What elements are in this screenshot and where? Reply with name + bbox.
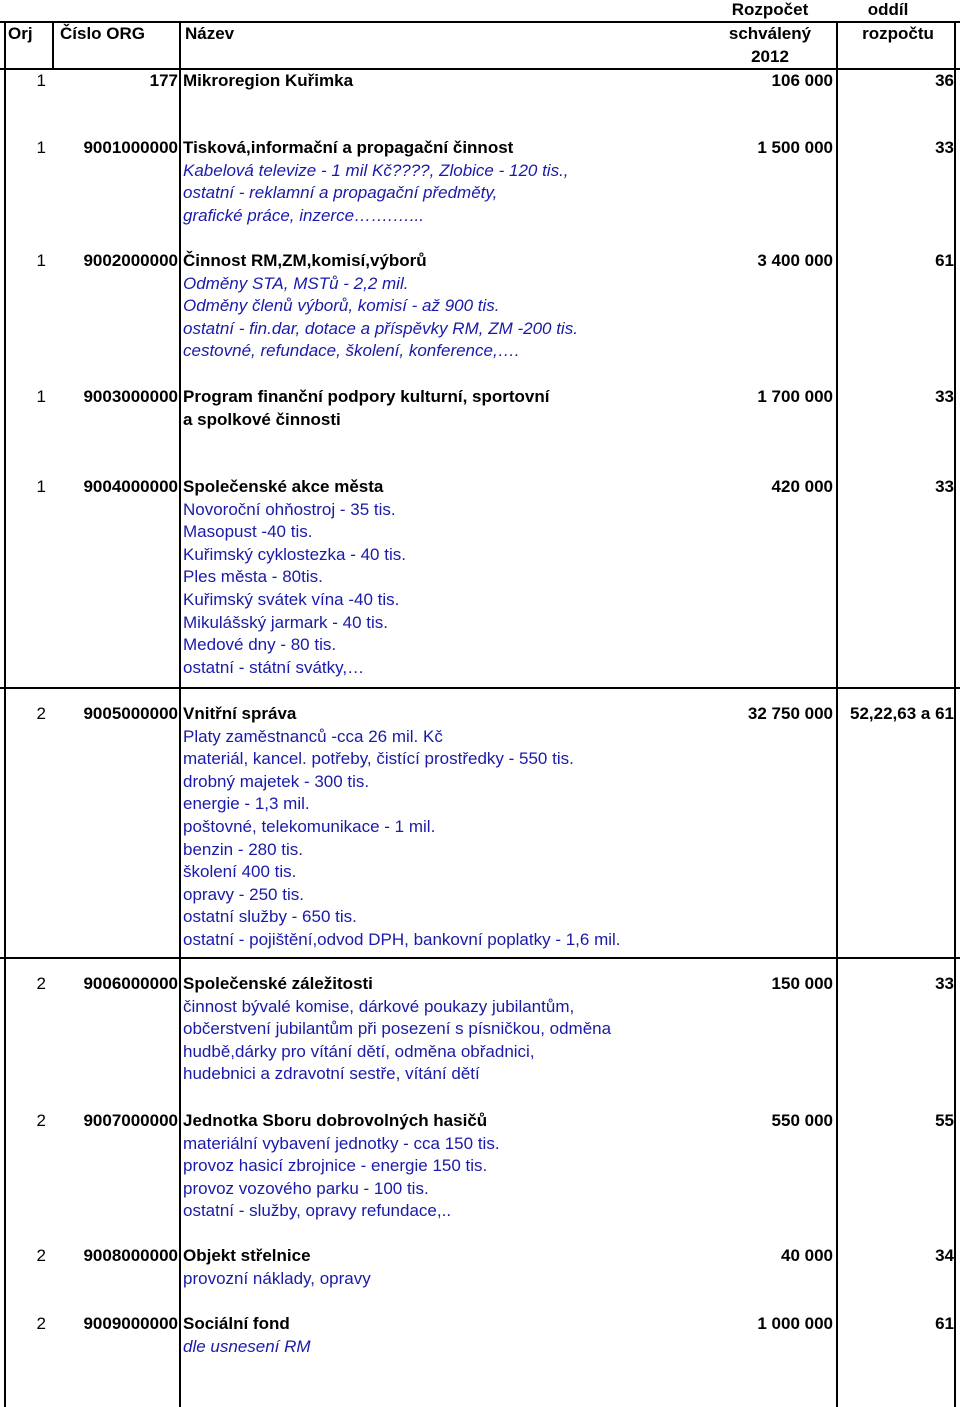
grid-line-right [954, 21, 956, 1407]
row-detail-line: ostatní - služby, opravy refundace,.. [183, 1201, 452, 1221]
row-detail-line: Odměny členů výborů, komisí - až 900 tis. [183, 296, 500, 316]
row-name: Jednotka Sboru dobrovolných hasičů [183, 1111, 488, 1130]
row-section: 33 [935, 477, 954, 496]
row-name: Tisková,informační a propagační činnost [183, 138, 514, 157]
row-detail-line: dle usnesení RM [183, 1336, 311, 1356]
row-name: Objekt střelnice [183, 1246, 311, 1265]
row-section: 33 [935, 138, 954, 157]
row-budget: 1 500 000 [757, 138, 833, 157]
row-name: Společenské záležitosti [183, 974, 373, 993]
row-orj: 1 [36, 477, 46, 496]
row-detail-line: Odměny STA, MSTů - 2,2 mil. [183, 273, 409, 293]
row-detail-line: hudbě,dárky pro vítání dětí, odměna obřadnici, [183, 1041, 535, 1061]
row-orj: 2 [36, 1246, 46, 1265]
row-orj: 2 [36, 974, 46, 993]
header-rule-top [0, 21, 960, 23]
row-budget: 3 400 000 [757, 251, 833, 270]
row-name: Činnost RM,ZM,komisí,výborů [183, 251, 427, 270]
row-detail-line: provozní náklady, opravy [183, 1268, 371, 1288]
row-budget: 1 700 000 [757, 387, 833, 406]
header-rozpocet-2: schválený [728, 24, 812, 43]
row-orj: 1 [36, 251, 46, 270]
row-detail-line: Medové dny - 80 tis. [183, 635, 337, 655]
row-budget: 32 750 000 [747, 704, 833, 723]
row-org-number: 9005000000 [83, 704, 178, 723]
row-section: 33 [935, 974, 954, 993]
row-orj: 2 [36, 704, 46, 723]
row-budget: 1 000 000 [757, 1314, 833, 1333]
row-orj: 2 [36, 1111, 46, 1130]
row-orj: 2 [36, 1314, 46, 1333]
grid-line-left [4, 21, 6, 1407]
row-section: 61 [935, 1314, 954, 1333]
row-name: Mikroregion Kuřimka [183, 71, 354, 90]
row-detail-line: školení 400 tis. [183, 862, 297, 882]
row-detail-line: ostatní - pojištění,odvod DPH, bankovní poplatky - 1,6 mil. [183, 930, 621, 949]
row-orj: 1 [36, 71, 46, 90]
section-separator-1 [0, 687, 960, 689]
row-detail-line: Ples města - 80tis. [183, 567, 323, 587]
row-org-number: 9001000000 [83, 138, 178, 157]
row-budget: 106 000 [771, 71, 833, 90]
header-orj: Orj [8, 24, 33, 43]
section-separator-2 [0, 957, 960, 959]
header-nazev: Název [185, 24, 235, 43]
header-rozpocet-3: 2012 [751, 47, 789, 66]
grid-line-org [179, 21, 181, 1407]
row-detail-line: Platy zaměstnanců -cca 26 mil. Kč [183, 726, 443, 746]
row-detail-line: ostatní - reklamní a propagační předměty, [183, 183, 498, 203]
grid-line-orj [52, 21, 54, 69]
header-oddil-2: rozpočtu [862, 24, 934, 43]
row-name: Sociální fond [183, 1314, 290, 1333]
row-org-number: 9002000000 [83, 251, 178, 270]
row-section: 36 [935, 71, 954, 90]
row-detail-line: Novoroční ohňostroj - 35 tis. [183, 499, 396, 519]
row-section: 55 [935, 1111, 954, 1130]
row-org-number: 9007000000 [83, 1111, 178, 1130]
row-budget: 150 000 [771, 974, 833, 993]
row-section: 33 [935, 387, 954, 406]
row-org-number: 9009000000 [83, 1314, 178, 1333]
row-org-number: 9003000000 [83, 387, 178, 406]
row-budget: 550 000 [771, 1111, 833, 1130]
header-cislo-org: Číslo ORG [60, 24, 146, 43]
row-detail-line: opravy - 250 tis. [183, 884, 304, 904]
row-detail-line: Mikulášský jarmark - 40 tis. [183, 612, 388, 632]
row-org-number: 9004000000 [83, 477, 178, 496]
header-oddil-1: oddíl [867, 0, 909, 19]
row-detail-line: občerstvení jubilantům při posezení s písničkou, odměna [183, 1019, 612, 1039]
row-detail-line: Kuřimský cyklostezka - 40 tis. [183, 544, 406, 564]
row-detail-line: provoz hasicí zbrojnice - energie 150 tis. [183, 1156, 488, 1176]
row-detail-line: grafické práce, inzerce…….…... [183, 205, 424, 225]
row-detail-line: Masopust -40 tis. [183, 522, 313, 542]
row-name: Vnitřní správa [183, 704, 297, 723]
row-budget: 420 000 [771, 477, 833, 496]
row-name-continued: a spolkové činnosti [183, 409, 341, 429]
row-detail-line: Kuřimský svátek vína -40 tis. [183, 590, 400, 609]
row-detail-line: energie - 1,3 mil. [183, 794, 310, 814]
row-section: 61 [935, 251, 954, 270]
row-org-number: 9006000000 [83, 974, 178, 993]
row-detail-line: činnost bývalé komise, dárkové poukazy jubilantům, [183, 996, 575, 1016]
row-detail-line: hudebnici a zdravotní sestře, vítání dětí [183, 1064, 480, 1084]
row-budget: 40 000 [781, 1246, 833, 1265]
row-detail-line: drobný majetek - 300 tis. [183, 771, 370, 791]
row-detail-line: cestovné, refundace, školení, konference,…. [183, 341, 520, 361]
row-orj: 1 [36, 138, 46, 157]
row-name: Program finanční podpory kulturní, sportovní [183, 387, 550, 406]
row-detail-line: benzin - 280 tis. [183, 839, 304, 859]
row-detail-line: ostatní - fin.dar, dotace a příspěvky RM, ZM -200 tis. [183, 318, 578, 338]
row-orj: 1 [36, 387, 46, 406]
row-org-number: 9008000000 [83, 1246, 178, 1265]
row-detail-line: Kabelová televize - 1 mil Kč????, Zlobice - 120 tis., [183, 160, 569, 180]
row-detail-line: poštovné, telekomunikace - 1 mil. [183, 817, 436, 836]
row-section: 34 [935, 1246, 954, 1265]
row-detail-line: materiál, kancel. potřeby, čistící prostředky - 550 tis. [183, 749, 574, 769]
row-org-number: 177 [149, 71, 178, 90]
row-detail-line: materiální vybavení jednotky - cca 150 tis. [183, 1133, 500, 1153]
row-name: Společenské akce města [183, 477, 384, 496]
row-detail-line: ostatní - státní svátky,… [183, 657, 365, 677]
row-detail-line: provoz vozového parku - 100 tis. [183, 1178, 429, 1198]
row-section: 52,22,63 a 61 [850, 704, 954, 723]
row-detail-line: ostatní služby - 650 tis. [183, 907, 357, 927]
header-rozpocet-1: Rozpočet [731, 0, 809, 19]
